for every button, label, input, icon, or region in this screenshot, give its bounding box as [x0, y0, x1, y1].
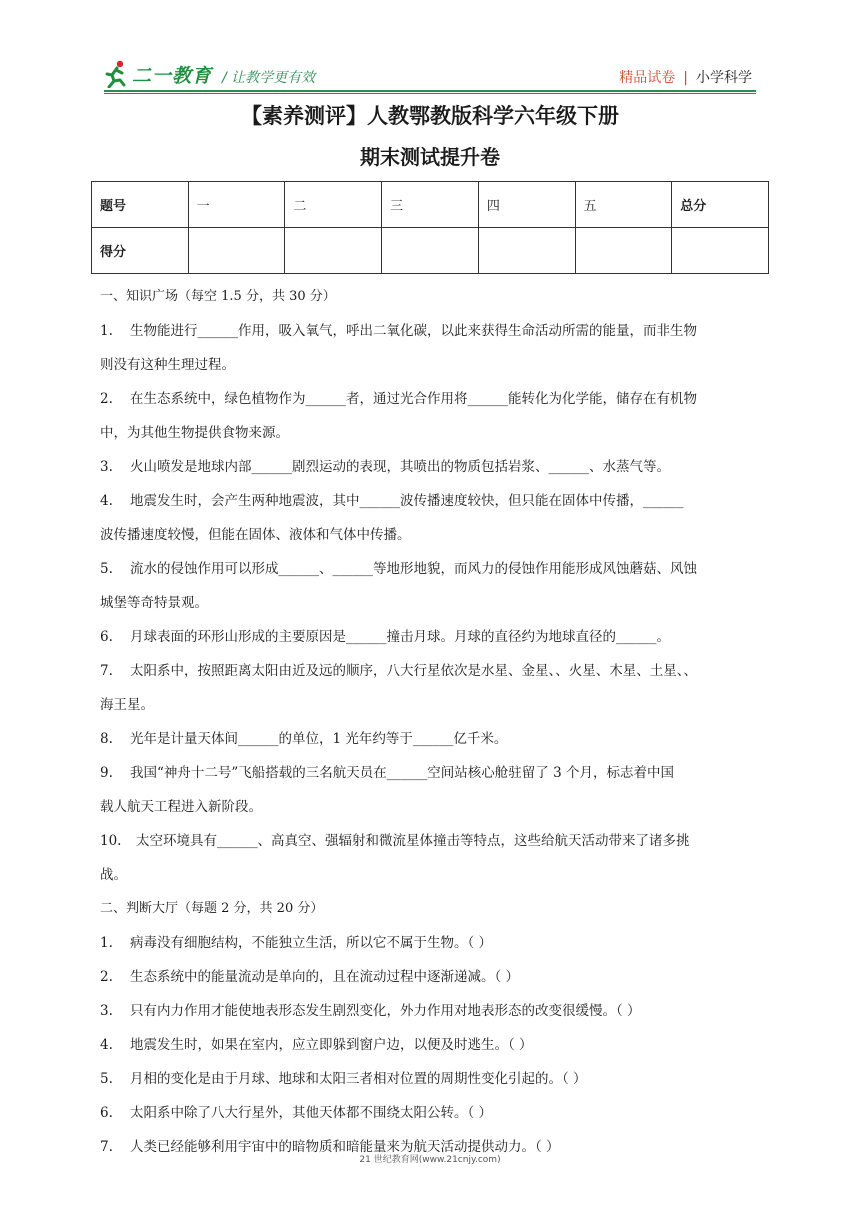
logo-text: 二一教育: [132, 64, 213, 87]
question-line: [100, 722, 766, 756]
judge-item: [100, 1096, 766, 1130]
question-text: 光年是计量天体间______的单位，1 光年约等于______亿千米。: [130, 731, 508, 747]
question-number: 10.: [100, 833, 122, 849]
judge-item: [100, 1062, 766, 1096]
header-rule-thin: [104, 93, 756, 94]
question-text: 太阳系中除了八大行星外，其他天体都不围绕太阳公转。（ ）: [130, 1105, 493, 1121]
question-line: 载人航天工程进入新阶段。: [100, 799, 262, 815]
score-header-cell: 总分: [672, 182, 769, 228]
question-line: 中，为其他生物提供食物来源。: [100, 425, 289, 441]
header-tags: [619, 67, 752, 87]
question-number: 3.: [100, 1003, 113, 1019]
question-text: 生物能进行______作用，吸入氧气，呼出二氧化碳，以此来获得生命活动所需的能量，而非生物: [130, 323, 697, 339]
page-header: [104, 58, 756, 94]
score-header-cell: 二: [285, 182, 382, 228]
question-content: [100, 280, 766, 1164]
question-text: 只有内力作用才能使地表形态发生剧烈变化，外力作用对地表形态的改变很缓慢。（ ）: [130, 1003, 641, 1019]
question-text: 地震发生时，会产生两种地震波，其中______波传播速度较快，但只能在固体中传播，______: [130, 493, 684, 509]
score-table: [91, 181, 769, 274]
runner-icon: [104, 60, 128, 88]
question-line: 则没有这种生理过程。: [100, 357, 235, 373]
question-line: [100, 824, 766, 858]
question-number: 3.: [100, 459, 113, 475]
question-number: 9.: [100, 765, 113, 781]
question-text: 太阳系中，按照距离太阳由近及远的顺序，八大行星依次是水星、金星、、火星、木星、土星、、: [130, 663, 697, 679]
question-text: 我国“神舟十二号”飞船搭载的三名航天员在______空间站核心舱驻留了 3 个月，标志着中国: [130, 765, 674, 781]
question-number: 6.: [100, 1105, 113, 1121]
score-cell: [575, 228, 672, 274]
question-line: 波传播速度较慢，但能在固体、液体和气体中传播。: [100, 527, 411, 543]
question-number: 5.: [100, 561, 113, 577]
question-line: [100, 756, 766, 790]
judge-item: [100, 994, 766, 1028]
question-text: 病毒没有细胞结构，不能独立生活，所以它不属于生物。（ ）: [130, 935, 493, 951]
question-number: 7.: [100, 1139, 113, 1155]
question-line: 海王星。: [100, 697, 154, 713]
section-heading: 二、判断大厅（每题 2 分，共 20 分）: [100, 901, 324, 916]
question-number: 8.: [100, 731, 113, 747]
judge-item: [100, 960, 766, 994]
question-number: 4.: [100, 1037, 113, 1053]
question-text: 地震发生时，如果在室内，应立即躲到窗户边，以便及时逃生。（ ）: [130, 1037, 533, 1053]
question-line: 战。: [100, 867, 127, 883]
question-text: 在生态系统中，绿色植物作为______者，通过光合作用将______能转化为化学能，储存在有机物: [130, 391, 697, 407]
question-number: 2.: [100, 391, 113, 407]
question-line: 城堡等奇特景观。: [100, 595, 208, 611]
question-text: 太空环境具有______、高真空、强辐射和微流星体撞击等特点，这些给航天活动带来了诸多挑: [136, 833, 690, 849]
question-line: [100, 654, 766, 688]
question-line: [100, 552, 766, 586]
judge-item: [100, 926, 766, 960]
question-number: 1.: [100, 935, 113, 951]
question-line: [100, 450, 766, 484]
score-header-cell: 五: [575, 182, 672, 228]
brand-logo: [104, 58, 212, 90]
question-number: 4.: [100, 493, 113, 509]
score-row-label: 得分: [92, 228, 189, 274]
score-cell: [672, 228, 769, 274]
score-header-cell: 一: [188, 182, 285, 228]
score-cell: [382, 228, 479, 274]
question-number: 7.: [100, 663, 113, 679]
paper-title: 【素养测评】人教鄂教版科学六年级下册: [241, 104, 619, 128]
question-text: 生态系统中的能量流动是单向的，且在流动过程中逐渐递减。（ ）: [130, 969, 520, 985]
question-text: 流水的侵蚀作用可以形成______、______等地形地貌，而风力的侵蚀作用能形成风蚀蘑菇、风蚀: [130, 561, 697, 577]
question-number: 2.: [100, 969, 113, 985]
score-header-cell: 题号: [92, 182, 189, 228]
score-row: [92, 228, 769, 274]
section-heading: 一、知识广场（每空 1.5 分，共 30 分）: [100, 289, 336, 304]
question-text: 月球表面的环形山形成的主要原因是______撞击月球。月球的直径约为地球直径的______。: [130, 629, 670, 645]
judge-item: [100, 1028, 766, 1062]
score-cell: [285, 228, 382, 274]
question-number: 1.: [100, 323, 113, 339]
score-cell: [478, 228, 575, 274]
tag-subject: 小学科学: [696, 70, 752, 86]
question-number: 6.: [100, 629, 113, 645]
question-line: [100, 382, 766, 416]
tag-premium-paper: 精品试卷: [619, 70, 676, 86]
question-text: 月相的变化是由于月球、地球和太阳三者相对位置的周期性变化引起的。（ ）: [130, 1071, 587, 1087]
score-header-cell: 三: [382, 182, 479, 228]
slogan: / 让教学更有效: [222, 70, 316, 86]
score-header-row: [92, 182, 769, 228]
score-header-cell: 四: [478, 182, 575, 228]
question-line: [100, 620, 766, 654]
paper-subtitle: 期末测试提升卷: [360, 145, 500, 169]
score-cell: [188, 228, 285, 274]
header-rule: [104, 90, 756, 92]
question-line: [100, 314, 766, 348]
question-line: [100, 484, 766, 518]
tag-separator: |: [683, 70, 688, 86]
question-number: 5.: [100, 1071, 113, 1087]
question-text: 人类已经能够利用宇宙中的暗物质和暗能量来为航天活动提供动力。（ ）: [130, 1139, 560, 1155]
page-footer: 21 世纪教育网(www.21cnjy.com): [359, 1155, 501, 1165]
question-text: 火山喷发是地球内部______剧烈运动的表现，其喷出的物质包括岩浆、______、水蒸气等。: [130, 459, 670, 475]
